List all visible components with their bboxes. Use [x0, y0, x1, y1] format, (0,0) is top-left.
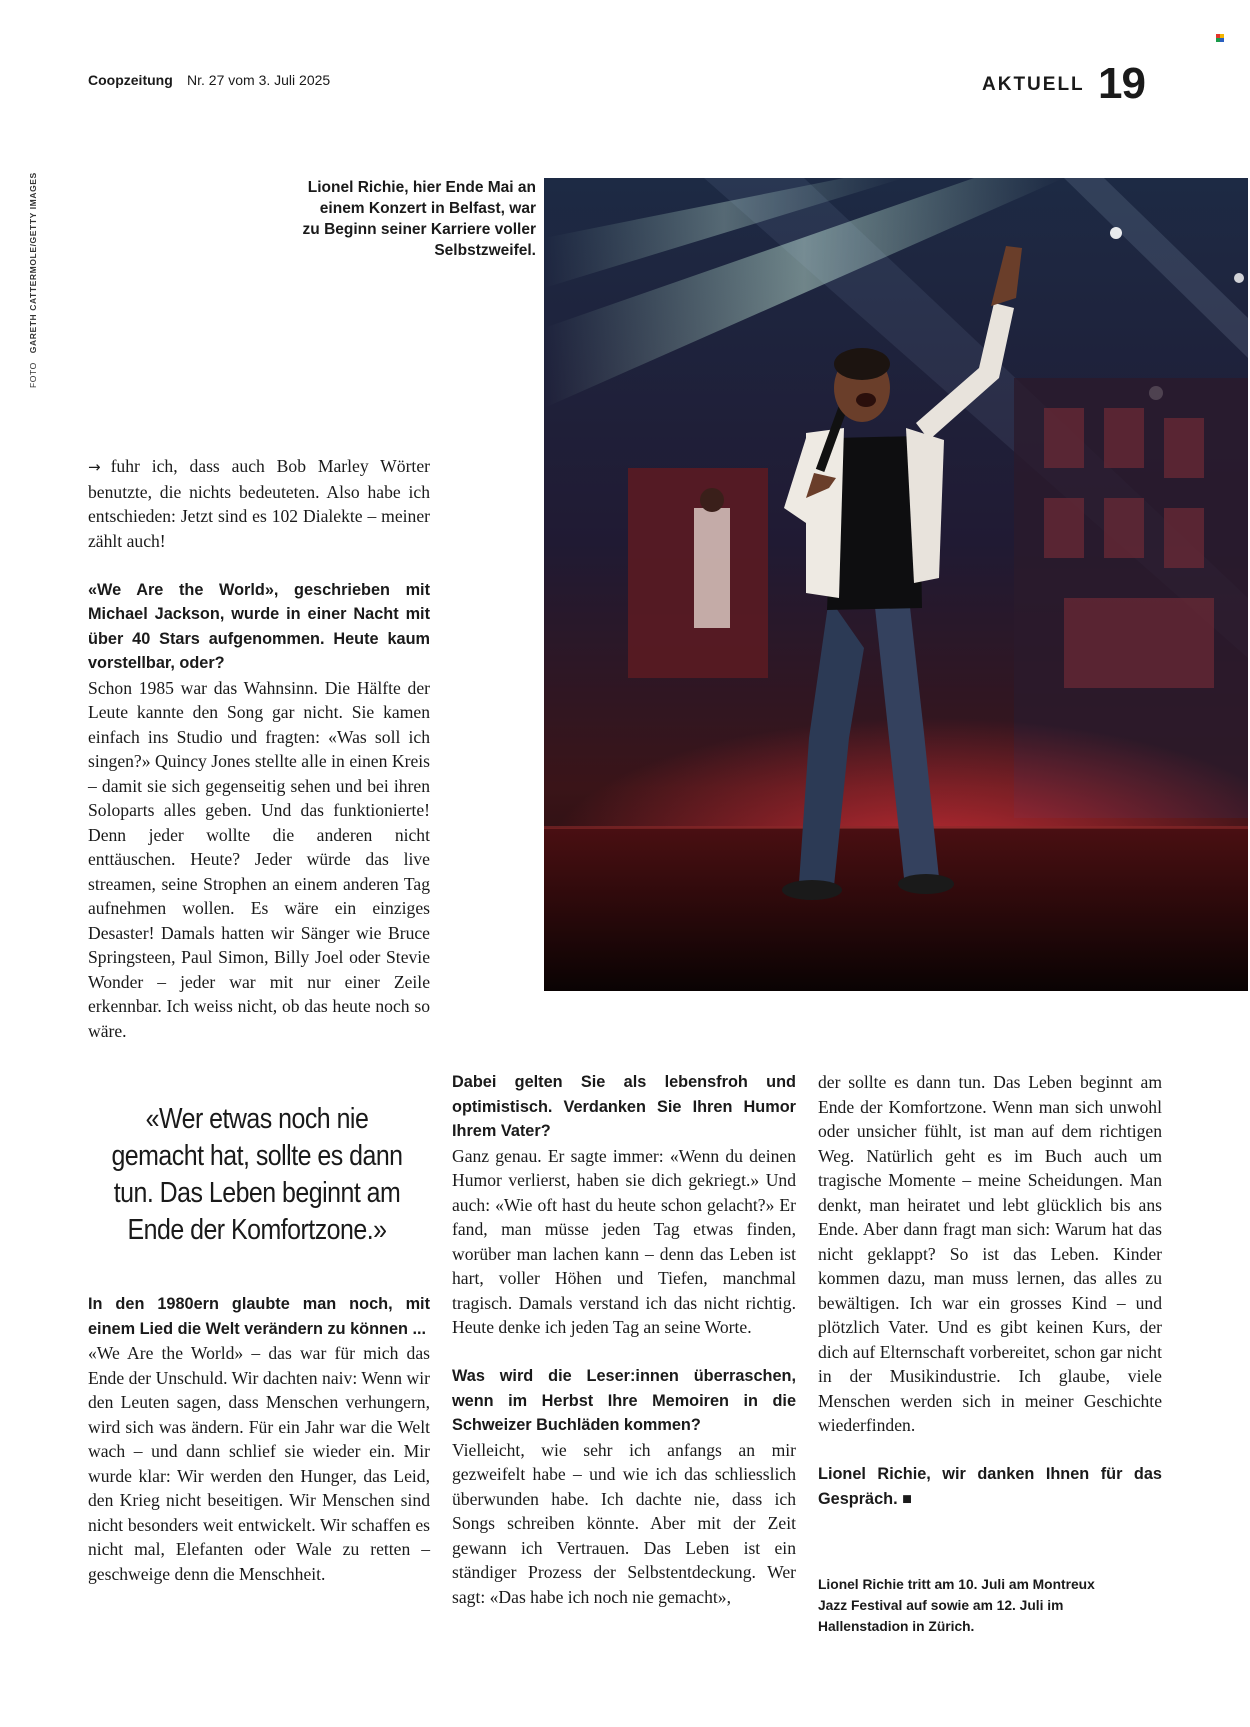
- closing-statement: [818, 1462, 1162, 1511]
- continuation-text: fuhr ich, dass auch Bob Marley Wörter benutzte, die nichts bedeuteten. Also habe ich entschieden: Jetzt sind es 102 Dialekte – meiner zählt auch!: [88, 456, 430, 551]
- interview-question: Dabei gelten Sie als lebensfroh und optimistisch. Verdanken Sie Ihren Humor Ihrem Vater?: [452, 1073, 796, 1140]
- section-label: AKTUELL: [982, 74, 1085, 95]
- pull-quote: «Wer etwas noch nie gemacht hat, sollte es dann tun. Das Leben beginnt am Ende der Komfortzone.»: [111, 1103, 403, 1246]
- interview-answer: Ganz genau. Er sagte immer: «Wenn du deinen Humor verlierst, haben sie dich gekriegt.» Und auch: «Wie oft hast du heute schon gelacht?» Er fand, man müsse jeden Tag etwas finden, worüber man lachen kann – denn das Leben ist hart, voller Höhen und Tiefen, manchmal tragisch. Damals verstand ich das nicht richtig. Heute denke ich jeden Tag an seine Worte.: [452, 1145, 796, 1337]
- photo-caption: Lionel Richie, hier Ende Mai an einem Konzert in Belfast, war zu Beginn seiner Karriere voller Selbstzweifel.: [302, 179, 536, 259]
- issue-info: Nr. 27 vom 3. Juli 2025: [187, 72, 331, 88]
- interview-answer: der sollte es dann tun. Das Leben beginnt am Ende der Komfortzone. Wenn man sich unwohl oder unsicher fühlt, ist man auf dem richtigen Weg. Natürlich geht es im Buch auch um tragische Momente – meine Scheidungen. Man denkt, man heiratet und lebt glücklich bis ans Ende. Aber dann fragt man sich: Warum hat das nicht geklappt? So ist das Leben. Kinder kommen dazu, man muss lernen, das alles zu bewältigen. Ich war ein grosses Kind – und plötzlich Vater. Und es gibt keinen Kurs, der dich auf Elternschaft vorbereitet, schon gar nicht in der Musikindustrie. Ich glaube, viele Menschen werden sich in meiner Geschichte wiederfinden.: [818, 1072, 1162, 1435]
- article-column-1: [88, 454, 430, 1043]
- concert-photo: [544, 178, 1248, 991]
- color-mark-blue: [1220, 38, 1224, 42]
- interview-answer: Vielleicht, wie sehr ich anfangs an mir gezweifelt habe – und wie ich das schliesslich überwunden habe. Ich dachte nie, dass ich Songs schreiben könnte. Aber mit der Zeit gewann ich Vertrauen. Das Leben ist ein ständiger Prozess der Selbstentdeckung. Wer sagt: «Das habe ich noch nie gemacht»,: [452, 1439, 796, 1607]
- publication-name: Coopzeitung: [88, 72, 173, 88]
- interview-answer: Schon 1985 war das Wahnsinn. Die Hälfte der Leute kannte den Song gar nicht. Sie kamen einfach ins Studio und fragten: «Was soll ich singen?» Quincy Jones stellte alle in einen Kreis – damit sie sich gegenseitig sehen und bei ihren Soloparts alles geben. Und das funktionierte! Denn jeder wollte die anderen nicht enttäuschen. Heute? Jeder würde das live streamen, seine Strophen an einem anderen Tag aufnehmen wollen. Es wäre ein einziges Desaster! Damals hatten wir Sänger wie Bruce Springsteen, Paul Simon, Billy Joel oder Stevie Wonder – jeder war mit nur einer Zeile erkennbar. Ich weiss nicht, ob das heute noch so wäre.: [88, 677, 430, 1041]
- interview-question: «We Are the World», geschrieben mit Michael Jackson, wurde in einer Nacht mit über 40 Stars aufgenommen. Heute kaum vorstellbar, oder?: [88, 580, 430, 672]
- page-number: 19: [1098, 59, 1145, 108]
- interview-question: Was wird die Leser:innen überraschen, wenn im Herbst Ihre Memoiren in die Schweizer Buchläden kommen?: [452, 1367, 796, 1434]
- closing-text: Lionel Richie, wir danken Ihnen für das Gespräch.: [818, 1465, 1162, 1508]
- photo-credit: [28, 168, 40, 388]
- article-column-3: [818, 1070, 1162, 1511]
- article-column-1-lower: [88, 1292, 430, 1586]
- interview-answer: «We Are the World» – das war für mich das Ende der Unschuld. Wir dachten naiv: Wenn wir den Leuten sagen, dass Menschen verhungern, wird sich was ändern. Für ein Jahr war die Welt wach – und dann schlief sie wieder ein. Mir wurde klar: Wir werden den Hunger, das Leid, den Krieg nicht beseitigen. Wir Menschen sind nicht besonders weit entwickelt. Wir schaffen es nicht mal, Elefanten oder Wale zu retten – geschweige denn die Menschheit.: [88, 1343, 430, 1584]
- photo-credit-name: GARETH CATTERMOLE/GETTY IMAGES: [28, 172, 38, 354]
- printer-color-mark: [1216, 34, 1224, 42]
- continuation-arrow-icon: →: [88, 458, 101, 476]
- interview-question: In den 1980ern glaubte man noch, mit einem Lied die Welt verändern zu können ...: [88, 1295, 430, 1338]
- continuation-paragraph: [88, 454, 430, 553]
- article-column-2: [452, 1070, 796, 1609]
- photo-credit-label: FOTO: [28, 362, 38, 388]
- concert-dates-note: Lionel Richie tritt am 10. Juli am Montreux Jazz Festival auf sowie am 12. Juli im Hallenstadion in Zürich.: [818, 1577, 1095, 1634]
- end-mark-icon: ■: [902, 1489, 913, 1508]
